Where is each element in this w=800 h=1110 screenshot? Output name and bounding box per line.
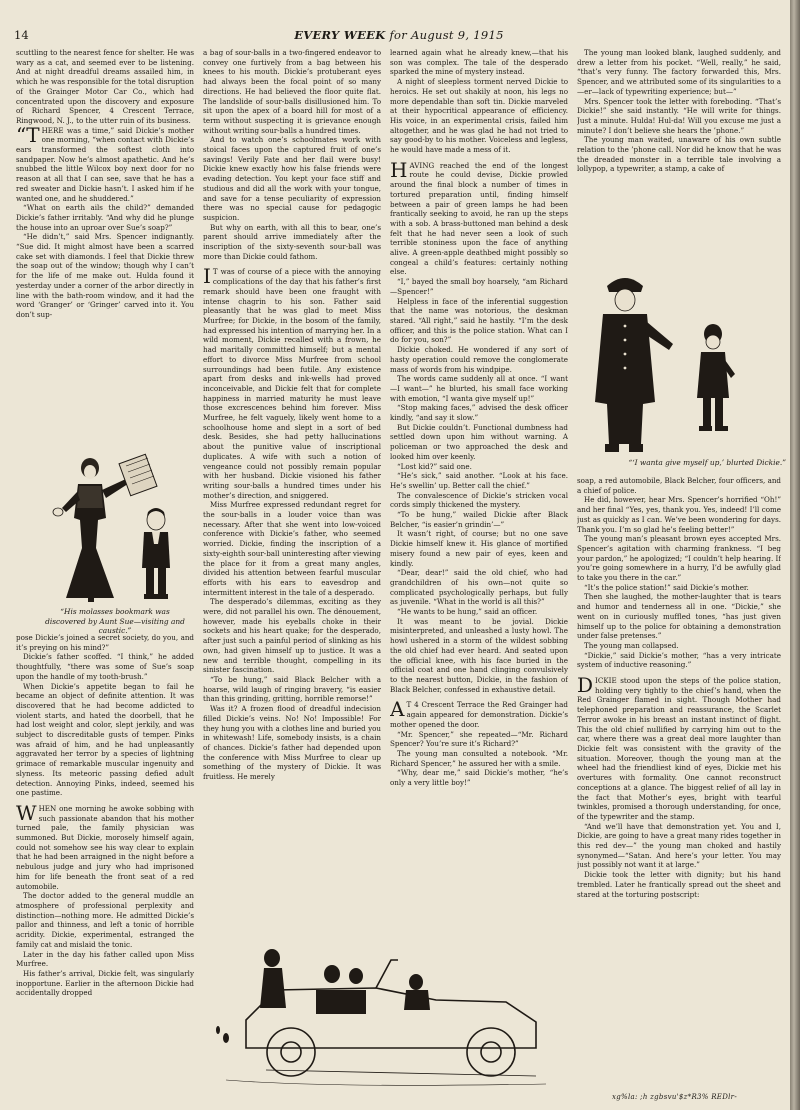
column-4-bottom <box>577 476 781 1101</box>
paragraph: Later in the day his father called upon Miss Murfree. <box>16 949 194 969</box>
paragraph: “What on earth ails the child?” demanded Dickie’s father irritably. “And why did he plunge the house into an uproar over Sue’s soap?” <box>16 203 194 232</box>
paragraph: Dickie choked. He wondered if any sort of hasty operation could remove the conglomerate mass of words from his windpipe. <box>390 345 568 374</box>
paragraph: Mrs. Spencer took the letter with foreboding. “That’s Dickie!” she said instantly. “He will write for things. Just a minute. Hulda! Hul-da! Will you excuse me just a minute? I don’t believe she hears the ’phone.” <box>577 96 781 135</box>
paragraph: scuttling to the nearest fence for shelter. He was wary as a cat, and seemed ever to be listening. And at night dreadful dreams assailed him, in which he was responsible for the total disruption of the Grainger Motor Car Co., which had concentrated upon the discovery and exposure of Richard Spencer, 4 Crescent Terrace, Ringwood, N. J., to the utter ruin of its business. <box>16 48 194 125</box>
paragraph: The young man consulted a notebook. “Mr. Richard Spencer,” he assured her with a smile. <box>390 748 568 768</box>
paragraph: Was it? A frozen flood of dreadful indecision filled Dickie’s veins. No! No! Impossible! For they hung you with a clothes line and buried you in whitewash! Life, somebody insists, is a chain of chances. Dickie’s father had depended upon the conference with Miss Murfree to clear up something of the mystery of Dickie. It was fruitless. He merely <box>203 704 381 782</box>
paragraph: Helpless in face of the inferential suggestion that the name was notorious, the deskman stared. “All right,” said he hastily. “I’m the desk officer, and this is the police station. What can I do for you, son?” <box>390 296 568 345</box>
paragraph: “To be hung,” wailed Dickie after Black Belcher, “is easier’n grindin’—” <box>390 510 568 529</box>
paragraph: “I,” bayed the small boy hoarsely, “am Richard—Spencer!” <box>390 277 568 296</box>
paragraph: “He didn’t,” said Mrs. Spencer indignantly. “Sue did. It might almost have been a scarred cake set with diamonds. I feel that Dickie threw the soap out of the window; though why I can’t for the life of me make out. Hulda found it yesterday under a corner of the arbor directly in line with the bath-room window, and it had the word ‘Granger’ or ‘Gringer’ carved into it. You don’t sup- <box>16 232 194 319</box>
paragraph: The words came suddenly all at once. “I want—I want—” he blurted, his small face working with emotion, “I wanta give myself up!” <box>390 374 568 403</box>
issue-date: for August 9, 1915 <box>389 28 504 42</box>
paragraph: It was meant to be jovial. Dickie misinterpreted, and unleashed a lusty howl. The howl ushered in a storm of the wildest sobbing the old chief had ever heard. And seated upon the official knee, with his face buried in the official coat and one hand clinging convulsively to the nearest button, Dickie, in the fashion of Black Belcher, confessed in exhaustive detail. <box>390 616 568 694</box>
paragraph: But Dickie couldn’t. Functional dumbness had settled down upon him without warning. A policeman or two approached the desk and looked him over keenly. <box>390 422 568 461</box>
paragraph: Then she laughed, the mother-laughter that is tears and humor and tenderness all in one. “Dickie,” she went on in curiously muffled tones, “has just given himself up to the police for obtaining a demonstration under false pretenses.” <box>577 592 781 641</box>
illustration-caption-policeman: “‘I wanta give myself up,’ blurted Dickie.” <box>628 458 786 467</box>
column-1-bottom <box>16 633 194 1098</box>
illustration-caption-soap: “His molasses bookmark was discovered by Aunt Sue—visiting and caustic.” <box>45 607 185 635</box>
page-binding-edge <box>790 0 800 1110</box>
page-number: 14 <box>14 28 29 42</box>
paragraph: He did, however, hear Mrs. Spencer’s horrified “Oh!” and her final “Yes, yes, thank you. Yes, indeed! I’ll come just as quickly as I can. We’ve been wondering for days. Thank you. I’m so glad he’s feeling better!” <box>577 495 781 534</box>
paragraph: Miss Murfree expressed redundant regret for the sour-balls in a louder voice than was necessary. After that she went into low-voiced conference with Dickie’s father, who seemed worried. Dickie, finding the inscription of a sixty-eighth sour-ball uninteresting after viewing the place for it from a great many angles, divided his attention between fearful muscular efforts with his ears to eavesdrop and intermittent interest in the tale of a desperado. <box>203 500 381 597</box>
paragraph: When Dickie’s appetite began to fail he became an object of definite attention. It was discovered that he had become addicted to violent starts, and hated the doorbell, that he had lost weight and color, slept jerkily, and was subject to discreditable gusts of temper. Pinks was afraid of him, and he had unpleasantly aggravated her terror by a species of lightning grimace of remarkable muscular ingenuity and slyness. Its meteoric passing defied adult detection. Annoying Pinks, indeed, seemed his one pastime. <box>16 681 194 798</box>
paragraph: And to watch one’s schoolmates work with stoical faces upon the captured fruit of one’s savings! Verily Fate and her flail were busy! Dickie knew exactly how his false friends were evading detection. You kept your face stiff and studious and did all the work with your tongue, and save for a tense peculiarity of expression there was no special cause for pedagogic suspicion. <box>203 135 381 222</box>
woman-and-boy-illustration <box>48 448 188 606</box>
paragraph: “Why, dear me,” said Dickie’s mother, “he’s only a very little boy!” <box>390 768 568 788</box>
paragraph: DICKIE stood upon the steps of the police station, holding very tightly to the chief’s hand, when the Red Grainger flamed in sight. Though Mother had telephoned preparation and reassurance, the Scarlet Terror awoke in his breast an instant instinct of flight. This the old chief nullified by carrying him out to the car, where there was a great deal more laughter than Dickie felt was consistent with the gravity of the situation. Moreover, though the young man at the wheel had the friendliest kind of eyes, Dickie met his overtures with formality. One cannot reconstruct conceptions at a glance. The biggest relief of all lay in the fact that Mother’s eyes, bright with tearful twinkles, promised a thorough understanding, for once, of the typewriter and the stamp. <box>577 673 781 821</box>
paragraph: But why on earth, with all this to bear, one’s parent should arrive immediately after the inscription of the sixty-seventh sour-ball was more than Dickie could fathom. <box>203 222 381 261</box>
paragraph: pose Dickie’s joined a secret society, do you, and it’s preying on his mind?” <box>16 633 194 652</box>
paragraph: The young man’s pleasant brown eyes accepted Mrs. Spencer’s agitation with charming frankness. “I beg your pardon,” he apologized; “I couldn’t help hearing. If you’re going somewhere in a hurry, I’d be awfully glad to take you there in the car.” <box>577 534 781 583</box>
paragraph: The young man collapsed. <box>584 640 679 650</box>
paragraph: The desperado’s dilemmas, exciting as they were, did not parallel his own. The dénouement, however, made his eyeballs choke in their sockets and his heart quake; for the desperado, after just such a painful period of slinking as his own, had given himself up to justice. It was a new and terrible thought, compelling in its sinister fascination. <box>203 597 381 675</box>
paragraph: “He wants to be hung,” said an officer. <box>397 607 538 617</box>
paragraph: “Dickie,” said Dickie’s mother, “has a very intricate system of inductive reasoning.” <box>577 650 781 670</box>
paragraph: “He’s sick,” said another. “Look at his face. He’s swellin’ up. Better call the chief.” <box>390 471 568 490</box>
paragraph: “And we’ll have that demonstration yet. You and I, Dickie, are going to have a great many rides together in this red dev—” the young man choked and hastily synonymed—“Satan. And here’s your letter. You may just possibly not want it at large.” <box>577 821 781 870</box>
paragraph: soap, a red automobile, Black Belcher, four officers, and a chief of police. <box>577 476 781 495</box>
policeman-and-boy-illustration <box>585 262 785 462</box>
paragraph: The young man looked blank, laughed suddenly, and drew a letter from his pocket. “Well, really,” he said, “that’s very funny. The factory forwarded this, Mrs. Spencer, and we attributed some of its singularities to a—er—lack of typewriting experience; but—” <box>577 48 781 96</box>
paragraph: “To be hung,” said Black Belcher with a hoarse, wild laugh of ringing bravery, “is easier than this grinding, gritting, horrible remorse!” <box>203 675 381 704</box>
postscript-scrawl: xg%la: ;h zgbsvu'$z*R3% REDlr- <box>612 1093 737 1101</box>
column-4-top <box>577 48 781 260</box>
paragraph: “Stop making faces,” advised the desk officer kindly, “and say it slow.” <box>390 403 568 423</box>
column-2 <box>203 48 381 928</box>
paragraph: HAVING reached the end of the longest route he could devise, Dickie prowled around the final block a number of times in tortured preparation until, finding himself between a pair of green lamps he had been frantically seeking to avoid, he ran up the steps with a sob. A brass-buttoned man behind a desk felt that he had never seen a look of such terrible stoniness upon the face of anything alive. A green-apple deathbed might possibly so congeal a child’s features: certainly nothing else. <box>390 157 568 277</box>
publication-name: EVERY WEEK <box>294 28 386 42</box>
paragraph: “It’s the police station!” said Dickie’s mother. <box>584 582 749 592</box>
paragraph: AT 4 Crescent Terrace the Red Grainger had again appeared for demonstration. Dickie’s mother opened the door. <box>390 697 568 729</box>
paragraph: “Lost kid?” said one. <box>397 461 472 471</box>
paragraph: “Mr. Spencer,” she repeated—“Mr. Richard Spencer? You’re sure it’s Richard?” <box>390 729 568 749</box>
paragraph: The young man waited, unaware of his own subtle relation to the ’phone call. Nor did he know that he was the dreaded monster in a terrible tale involving a lollypop, a typewriter, a stamp, a cake of <box>577 135 781 174</box>
paragraph: learned again what he already knew,—that his son was complex. The tale of the desperado sparked the mine of mystery instead. <box>390 48 568 77</box>
paragraph: It wasn’t right, of course; but no one save Dickie himself knew it. His glance of mortified misery found a new pair of eyes, keen and kindly. <box>390 529 568 568</box>
paragraph: Dickie’s father scoffed. “I think,” he added thoughtfully, “there was some of Sue’s soap upon the handle of my tooth-brush.” <box>16 652 194 681</box>
running-title <box>14 28 784 42</box>
red-automobile-illustration <box>206 930 566 1100</box>
paragraph: His father’s arrival, Dickie felt, was singularly inopportune. Earlier in the afternoon Dickie had accidentally dropped <box>16 968 194 998</box>
page-header <box>14 28 784 44</box>
paragraph: “THERE was a time,” said Dickie’s mother one morning, “when contact with Dickie’s ears transformed the softest cloth into sandpaper. Now he’s almost apathetic. And he’s snubbed the little Wilcox boy next door for no reason at all that I can see, save that he has a red sweater and Dickie hasn’t. I asked him if he wanted one, and he shuddered.” <box>16 122 194 203</box>
paragraph: Dickie took the letter with dignity; but his hand trembled. Later he frantically spread out the sheet and stared at the torturing postscript: <box>577 870 781 899</box>
paragraph: WHEN one morning he awoke sobbing with such passionate abandon that his mother turned pale, the family physician was summoned. But Dickie, morosely himself again, could not somehow see his way clear to explain that he had been arraigned in the night before a nebulous judge and jury who had imprisoned him for life beneath the front seat of a red automobile. <box>16 800 194 891</box>
paragraph: a bag of sour-balls in a two-fingered endeavor to convey one furtively from a bag between his knees to his mouth. Dickie’s protuberant eyes had always been the focal point of so many directions. He had believed the floor quite flat. The landslide of sour-balls disillusioned him. To sit upon the apex of a board hill for most of a term without suspecting it is grievance enough without writing sour-balls a hundred times. <box>203 48 381 135</box>
paragraph: A night of sleepless torment nerved Dickie to heroics. He set out shakily at noon, his legs no more dependable than soft tin. Dickie marveled at their hypocritical appearance of efficiency. His voice, in an experimental crisis, failed him altogether, and he was glad he had not tried to say good-by to his mother. Voiceless and legless, he would have made a mess of it. <box>390 77 568 155</box>
paragraph: “Dear, dear!” said the old chief, who had grandchildren of his own—not quite so complicated psychologically perhaps, but fully as juvenile. “What in the world is all this?” <box>390 568 568 607</box>
paragraph: The convalescence of Dickie’s stricken vocal cords simply thickened the mystery. <box>390 490 568 510</box>
paragraph: The doctor added to the general muddle an atmosphere of professional perplexity and distinction—nothing more. He admitted Dickie’s pallor and thinness, and left a tonic of horrible acridity. Dickie, experimental, estranged the family cat and mislaid the tonic. <box>16 891 194 949</box>
column-3 <box>390 48 568 910</box>
column-1-top <box>16 48 194 448</box>
paragraph: IT was of course of a piece with the annoying complications of the day that his father’s first remark should have been one fraught with intense chagrin to his son. Father said pleasantly that he was glad to meet Miss Murfree; for Dickie, in the bosom of the family, had expressed his intention of marrying her. In a wild moment, Dickie recalled with a frown, he had maritally committed himself; but a mental effort to divorce Miss Murfree from school surroundings had been futile. Any existence apart from desks and ink-wells had proved inconceivable, and Dickie felt that for complete happiness in married maturity he must leave those excrescences behind him forever. Miss Murfree, he felt vaguely, likely went home to a schoolhouse home and slept in a sort of bed desk. Besides, she had petty hallucinations about the punitive value of inscriptional duplicates. A wife with such a notion of vengeance could not possibly remain popular with her husband. Dickie visioned his father writing sour-balls a hundred times under his mother’s direction, and sniggered. <box>203 264 381 500</box>
